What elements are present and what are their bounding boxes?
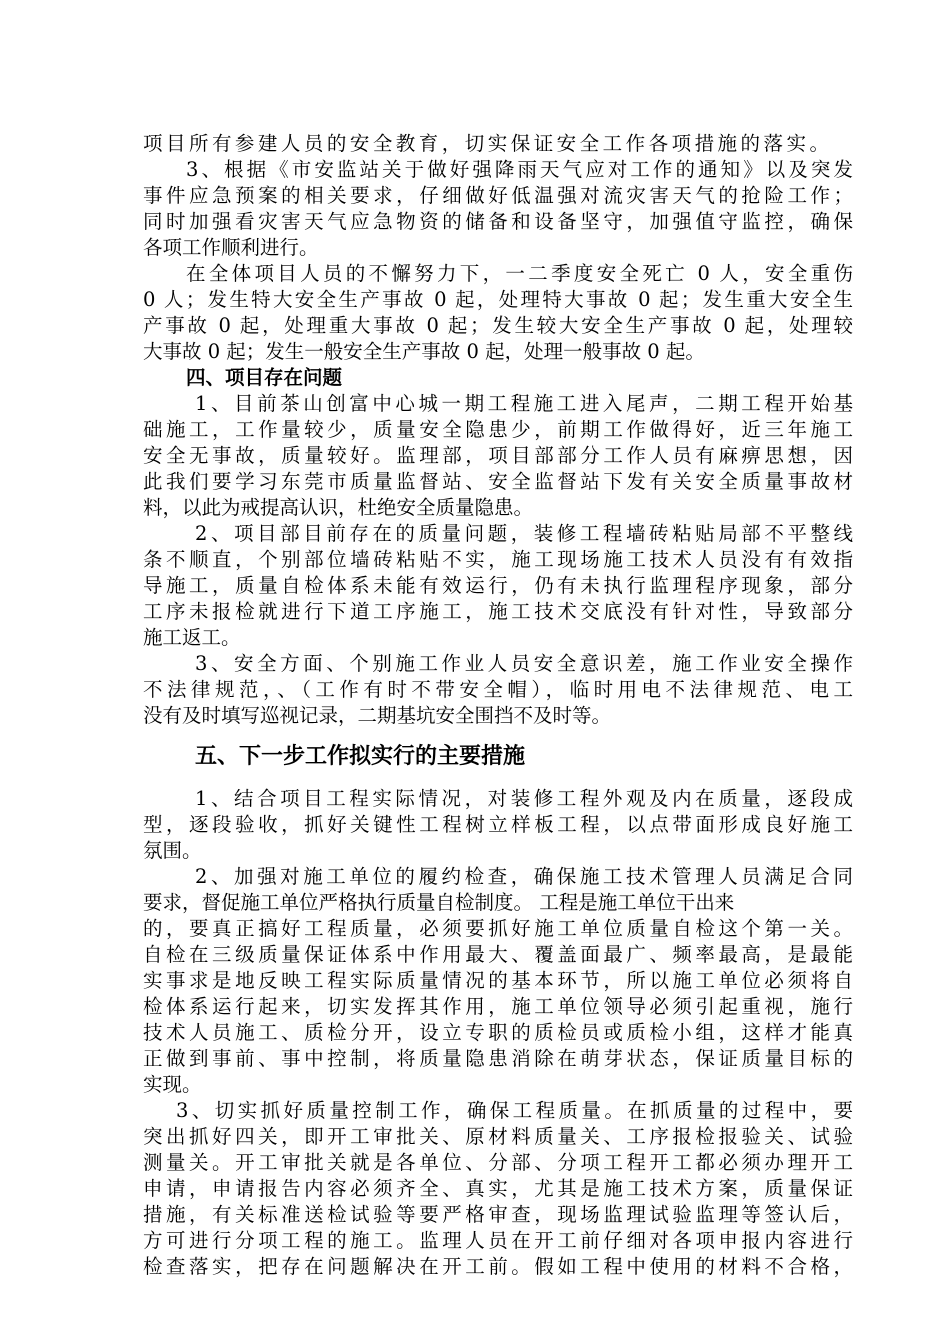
text-line: 条不顺直，个别部位墙砖粘贴不实，施工现场施工技术人员没有有效指 (143, 548, 853, 571)
text-line: 工序未报检就进行下道工序施工，施工技术交底没有针对性，导致部分 (143, 600, 853, 623)
text-line: 措施，有关标准送检试验等要严格审查，现场监理试验监理等签认后， (143, 1203, 853, 1226)
text-line: 础施工，工作量较少，质量安全隐患少，前期工作做得好，近三年施工 (143, 418, 853, 441)
text-line: 此我们要学习东莞市质量监督站、安全监督站下发有关安全质量事故材 (143, 470, 853, 493)
text-line: 氛围。 (143, 839, 202, 862)
text-line: 要求，督促施工单位严格执行质量自检制度。 工程是施工单位干出来 (143, 891, 735, 914)
text-line: 检体系运行起来，切实发挥其作用，施工单位领导必须引起重视，施行 (143, 995, 853, 1018)
text-line: 施工返工。 (143, 626, 241, 649)
text-line: 同时加强看灾害天气应急物资的储备和设备坚守，加强值守监控，确保 (143, 210, 853, 233)
text-line: 型，逐段验收，抓好关键性工程树立样板工程，以点带面形成良好施工 (143, 813, 853, 836)
text-line: 导施工，质量自检体系未能有效运行，仍有未执行监理程序现象，部分 (143, 574, 853, 597)
text-line: 测量关。开工审批关就是各单位、分部、分项工程开工都必须办理开工 (143, 1151, 853, 1174)
text-line: 0 人；发生特大安全生产事故 0 起，处理特大事故 0 起；发生重大安全生 (143, 288, 853, 311)
text-line: 实事求是地反映工程实际质量情况的基本环节，所以施工单位必须将自 (143, 969, 853, 992)
text-line: 1、目前茶山创富中心城一期工程施工进入尾声，二期工程开始基 (195, 392, 853, 415)
text-line: 1、结合项目工程实际情况，对装修工程外观及内在质量，逐段成 (195, 787, 853, 810)
section-heading: 五、下一步工作拟实行的主要措施 (195, 743, 526, 769)
text-line: 技术人员施工、质检分开，设立专职的质检员或质检小组，这样才能真 (143, 1021, 853, 1044)
text-line: 的，要真正搞好工程质量，必须要抓好施工单位质量自检这个第一关。 (143, 917, 853, 940)
section-heading: 四、项目存在问题 (186, 366, 343, 389)
text-line: 事件应急预案的相关要求，仔细做好低温强对流灾害天气的抢险工作； (143, 184, 853, 207)
text-line: 方可进行分项工程的施工。监理人员在开工前仔细对各项申报内容进行 (143, 1229, 853, 1252)
text-line: 2、加强对施工单位的履约检查，确保施工技术管理人员满足合同 (195, 865, 853, 888)
text-line: 各项工作顺利进行。 (143, 236, 319, 259)
text-line: 申请，申请报告内容必须齐全、真实，尤其是施工技术方案，质量保证 (143, 1177, 853, 1200)
text-line: 没有及时填写巡视记录，二期基坑安全围挡不及时等。 (143, 704, 612, 727)
text-line: 在全体项目人员的不懈努力下，一二季度安全死亡 0 人，安全重伤 (186, 262, 853, 285)
text-line: 不法律规范，、（工作有时不带安全帽），临时用电不法律规范、电工 (143, 678, 853, 701)
text-line: 产事故 0 起，处理重大事故 0 起；发生较大安全生产事故 0 起，处理较 (143, 314, 853, 337)
text-line: 大事故 0 起；发生一般安全生产事故 0 起，处理一般事故 0 起。 (143, 340, 705, 363)
text-line: 正做到事前、事中控制，将质量隐患消除在萌芽状态，保证质量目标的 (143, 1047, 853, 1070)
text-line: 3、切实抓好质量控制工作，确保工程质量。在抓质量的过程中，要 (176, 1099, 853, 1122)
text-line: 料，以此为戒提高认识，杜绝安全质量隐患。 (143, 496, 534, 519)
text-line: 安全无事故，质量较好。监理部，项目部部分工作人员有麻痹思想，因 (143, 444, 853, 467)
text-line: 3、安全方面、个别施工作业人员安全意识差，施工作业安全操作 (195, 652, 853, 675)
text-line: 3、根据《市安监站关于做好强降雨天气应对工作的通知》以及突发 (186, 158, 853, 181)
text-line: 项目所有参建人员的安全教育，切实保证安全工作各项措施的落实。 (143, 132, 829, 155)
text-line: 检查落实，把存在问题解决在开工前。假如工程中使用的材料不合格， (143, 1255, 853, 1278)
text-line: 自检在三级质量保证体系中作用最大、覆盖面最广、频率最高，是最能 (143, 943, 853, 966)
text-line: 2、项目部目前存在的质量问题，装修工程墙砖粘贴局部不平整线 (195, 522, 853, 545)
text-line: 实现。 (143, 1073, 202, 1096)
text-line: 突出抓好四关，即开工审批关、原材料质量关、工序报检报验关、试验 (143, 1125, 853, 1148)
